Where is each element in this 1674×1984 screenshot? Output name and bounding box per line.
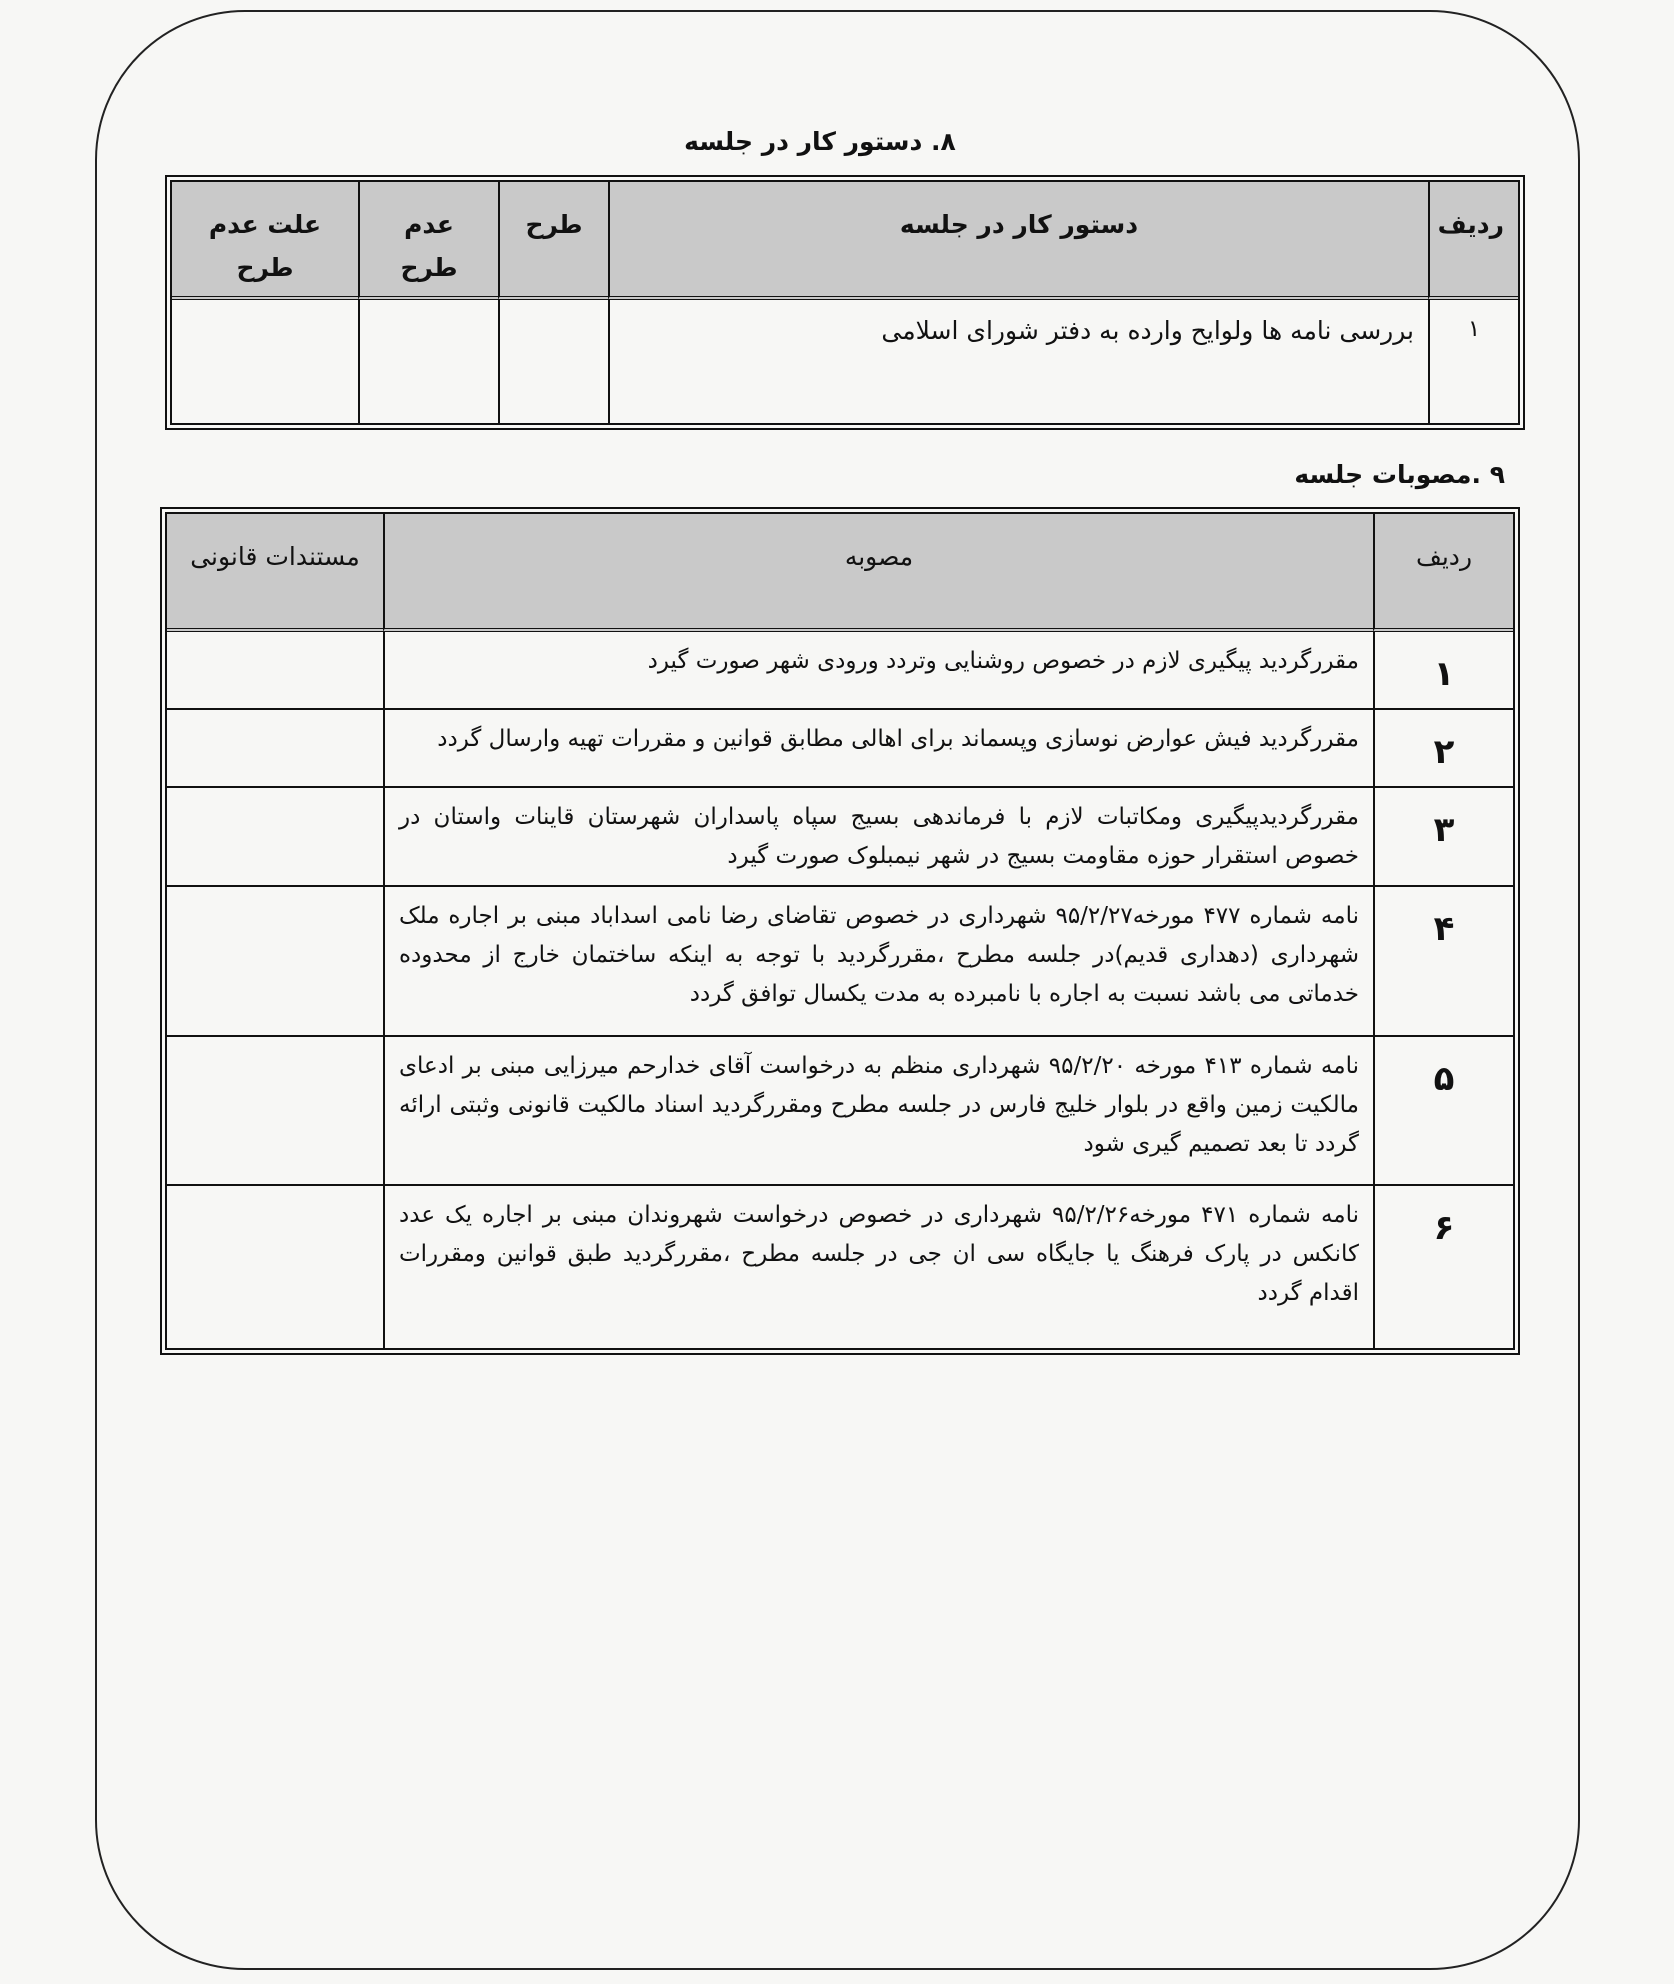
approval-row-text: مقررگردید فیش عوارض نوسازی وپسماند برای اهالی مطابق قوانین و مقررات تهیه وارسال گردد <box>383 710 1373 788</box>
approval-row-legal <box>167 788 383 887</box>
agenda-row-text: بررسی نامه ها ولوایح وارده به دفتر شورای اسلامی <box>608 300 1428 423</box>
approval-row-text: نامه شماره ۴۷۷ مورخه۹۵/۲/۲۷ شهرداری در خصوص تقاضای رضا نامی اسداباد مبنی بر اجاره ملک شهرداری (دهداری قدیم)در جلسه مطرح ،مقررگردید با توجه به اینکه ساختمان خارج از محدوده خدماتی می باشد نسبت به اجاره با نامبرده به مدت یکسال توافق گردد <box>383 887 1373 1037</box>
approval-row-legal <box>167 710 383 788</box>
agenda-header-row: ردیف <box>1428 182 1518 300</box>
agenda-row-number: ۱ <box>1428 300 1518 423</box>
approval-row-number: ۶ <box>1373 1186 1513 1348</box>
agenda-header-reason: علت عدم طرح <box>172 182 358 300</box>
approval-row-legal <box>167 1037 383 1186</box>
agenda-row-reason <box>172 300 358 423</box>
approval-row-number: ۱ <box>1373 632 1513 710</box>
agenda-row-not-raised <box>358 300 498 423</box>
approval-row-number: ۳ <box>1373 788 1513 887</box>
agenda-header-raised: طرح <box>498 182 608 300</box>
section8-heading: ۸. دستور کار در جلسه <box>684 127 956 156</box>
approval-row-legal <box>167 632 383 710</box>
approval-row-number: ۵ <box>1373 1037 1513 1186</box>
approvals-header-row: ردیف <box>1373 514 1513 632</box>
approval-row-number: ۲ <box>1373 710 1513 788</box>
approval-row-text: مقررگردید پیگیری لازم در خصوص روشنایی وتردد ورودی شهر صورت گیرد <box>383 632 1373 710</box>
approvals-table <box>160 507 1520 1355</box>
approval-row-text: نامه شماره ۴۱۳ مورخه ۹۵/۲/۲۰ شهرداری منظم به درخواست آقای خدارحم میرزایی مبنی بر ادعای مالکیت زمین واقع در بلوار خلیج فارس در جلسه مطرح ومقررگردید اسناد مالکیت قانونی وثبتی ارائه گردد تا بعد تصمیم گیری شود <box>383 1037 1373 1186</box>
approval-row-legal <box>167 1186 383 1348</box>
approval-row-legal <box>167 887 383 1037</box>
agenda-header-not-raised: عدم طرح <box>358 182 498 300</box>
approval-row-text: نامه شماره ۴۷۱ مورخه۹۵/۲/۲۶ شهرداری در خصوص درخواست شهروندان مبنی بر اجاره یک عدد کانکس در پارک فرهنگ یا جایگاه سی ان جی در جلسه مطرح ،مقررگردید طبق قوانین ومقررات اقدام گردد <box>383 1186 1373 1348</box>
agenda-row-raised <box>498 300 608 423</box>
agenda-table <box>165 175 1525 430</box>
approval-row-text: مقررگردیدپیگیری ومکاتبات لازم با فرماندهی بسیج سپاه پاسداران شهرستان قاینات واستان در خصوص استقرار حوزه مقاومت بسیج در شهر نیمبلوک صورت گیرد <box>383 788 1373 887</box>
approval-row-number: ۴ <box>1373 887 1513 1037</box>
section9-heading: ۹ .مصوبات جلسه <box>1294 460 1505 489</box>
approvals-header-resolution: مصوبه <box>383 514 1373 632</box>
agenda-header-agenda: دستور کار در جلسه <box>608 182 1428 300</box>
approvals-header-legal: مستندات قانونی <box>167 514 383 632</box>
